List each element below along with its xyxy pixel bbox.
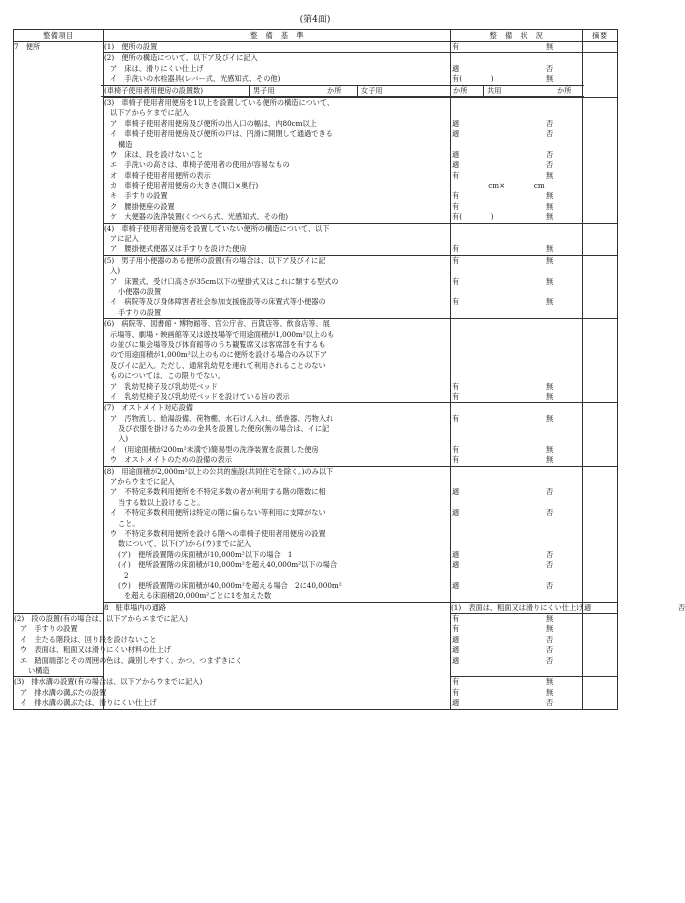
status-option-right[interactable]: 無 xyxy=(546,614,554,624)
standard-line: ア 排水溝の溝ぶたの設置 xyxy=(20,687,107,697)
standard-line: ウ 表面は、粗面又は滑りにくい材料の仕上げ xyxy=(20,645,171,655)
status-option-left[interactable]: 適 xyxy=(452,118,460,128)
status-line xyxy=(451,539,582,549)
status-option-left[interactable]: 適 xyxy=(452,549,460,559)
toilet-s6-status[interactable] xyxy=(451,319,583,403)
standard-line: 2 xyxy=(124,570,129,580)
status-line xyxy=(451,181,582,191)
status-line xyxy=(451,340,582,350)
standard-line: イ 不特定多数利用便所は特定の階に偏らない等利用に支障がない xyxy=(110,508,326,518)
status-line xyxy=(451,645,582,655)
toilet-s8-standard xyxy=(104,466,451,602)
status-line xyxy=(451,140,582,150)
toilet-s5-memo[interactable] xyxy=(583,255,618,318)
status-option-left[interactable]: 適 xyxy=(584,602,592,612)
toilet-s5-standard xyxy=(104,255,451,318)
toilet-s6-memo[interactable] xyxy=(583,319,618,403)
standard-line: 示場等、劇場・映画館等又は遊技場等で用途面積が1,000m²以上のも xyxy=(110,329,335,339)
status-option-left[interactable]: 適 xyxy=(452,655,460,665)
status-option-left[interactable]: 適 xyxy=(452,634,460,644)
standard-line: (ア) 便所設置階の床面積が10,000m²以下の場合 1 xyxy=(118,549,293,559)
status-line xyxy=(451,42,582,52)
toilet-s7-standard xyxy=(104,403,451,466)
status-option-right[interactable]: 否 xyxy=(546,580,554,590)
status-line xyxy=(451,624,582,634)
status-option-right[interactable]: 無 xyxy=(546,42,554,51)
standard-line: イ 主たる階段は、回り段を設けないこと xyxy=(20,634,157,644)
parking-s2-status[interactable] xyxy=(451,614,583,677)
status-option-right[interactable]: 無 xyxy=(546,624,554,634)
car-count-common-label: 共用 xyxy=(483,86,501,96)
status-line xyxy=(451,677,582,687)
item-parking: 8 駐車場内の通路 xyxy=(104,602,451,709)
toilet-s1-standard xyxy=(104,42,451,53)
toilet-row-s4 xyxy=(14,223,618,255)
toilet-s2-standard xyxy=(104,53,451,98)
car-count-common-unit: か所 xyxy=(557,85,572,95)
status-option-right[interactable]: 無 xyxy=(546,455,554,465)
standard-line: エ 踏面端部とその周囲の色は、識別しやすく、かつ、つまずきにく xyxy=(20,655,243,665)
status-option-right[interactable]: 否 xyxy=(546,549,554,559)
status-option-left[interactable]: 有 xyxy=(452,624,460,634)
status-line xyxy=(451,129,582,139)
status-line xyxy=(451,191,582,201)
standard-line: ウ 床は、段を設けないこと xyxy=(110,149,204,159)
standard-line: ア 床は、滑りにくい仕上げ xyxy=(110,63,204,73)
standard-line: イ 車椅子使用者用便房及び便所の戸は、円滑に開閉して通過できる xyxy=(110,129,333,139)
status-option-right[interactable]: 否 xyxy=(546,63,554,73)
status-line xyxy=(451,361,582,371)
standard-line: (8) 用途面積が2,000m²以上の公共的施設(共同住宅を除く。)のみ以下 xyxy=(104,466,334,476)
toilet-s2-memo[interactable] xyxy=(583,53,618,98)
parking-s3-status[interactable] xyxy=(451,677,583,709)
status-option-right[interactable]: 否 xyxy=(546,560,554,570)
status-option-left[interactable]: 適 xyxy=(452,63,460,73)
status-line xyxy=(451,171,582,181)
status-option-left[interactable]: 適 xyxy=(452,645,460,655)
toilet-s7-memo[interactable] xyxy=(583,403,618,466)
status-option-left[interactable]: 有 xyxy=(452,244,460,254)
standard-line: イ 手洗いの水栓器具(レバー式、光感知式、その他) xyxy=(110,74,281,84)
standard-line: (7) オストメイト対応設備 xyxy=(104,403,193,413)
status-line xyxy=(451,434,582,444)
toilet-s4-memo[interactable] xyxy=(583,223,618,255)
item-toilet: 7 便所 xyxy=(14,42,104,614)
status-option-right[interactable]: 無 xyxy=(546,201,554,211)
toilet-s6-standard xyxy=(104,319,451,403)
status-option-left[interactable]: 適 xyxy=(452,698,460,708)
status-option-left[interactable]: 適 xyxy=(452,560,460,570)
toilet-s4-standard xyxy=(104,223,451,255)
standard-line: (イ) 便所設置階の床面積が10,000m²を超え40,000m²以下の場合 xyxy=(118,560,338,570)
status-option-right[interactable]: 無 xyxy=(546,170,554,180)
car-count-bar xyxy=(101,85,453,97)
standard-line: ウ オストメイトのための設備の表示 xyxy=(110,455,232,465)
status-option-left[interactable]: 有 xyxy=(452,297,460,307)
header-item: 整備項目 xyxy=(14,30,104,42)
status-line xyxy=(451,571,582,581)
status-option-right[interactable]: 無 xyxy=(546,391,554,401)
status-option-right[interactable]: 無 xyxy=(546,297,554,307)
standard-line: アに記入 xyxy=(110,234,139,244)
status-line xyxy=(451,581,582,591)
status-option-left[interactable]: 適 xyxy=(452,487,460,497)
standard-line: イ (用途面積が200m²未満で)簡易型の洗浄装置を設置した便房 xyxy=(110,444,319,454)
status-option-left[interactable]: 適 xyxy=(452,160,460,170)
status-option-right[interactable]: 否 xyxy=(546,129,554,139)
parking-s3-memo[interactable] xyxy=(583,677,618,709)
standard-line: オ 車椅子使用者用便所の表示 xyxy=(110,170,211,180)
parking-row-s1 xyxy=(14,602,618,613)
status-option-left[interactable]: 有 xyxy=(452,614,460,624)
standard-line: こと。 xyxy=(118,518,140,528)
status-option-right[interactable]: 否 xyxy=(546,508,554,518)
parking-s2-standard xyxy=(14,614,243,677)
status-option-left[interactable]: 有 xyxy=(452,413,460,423)
toilet-row-s3 xyxy=(14,97,618,223)
standard-line: イ 病院等及び身体障害者社会参加支援施設等の床置式等小便器の xyxy=(110,297,326,307)
status-line xyxy=(451,256,582,266)
status-line xyxy=(451,297,582,307)
car-count-female-label: 女子用 xyxy=(357,86,383,96)
status-option-right[interactable]: 無 xyxy=(546,381,554,391)
standard-line: キ 手すりの設置 xyxy=(110,191,168,201)
standard-line: ア 腰掛便式便器又は手すりを設けた便房 xyxy=(110,244,247,254)
standard-line: 数について、以下(ア)から(ウ)までに記入 xyxy=(118,539,252,549)
standard-line: (6) 病院等、図書館・博物館等、官公庁舎、百貨店等、飲食店等、展 xyxy=(104,319,330,329)
status-option-right[interactable]: 無 xyxy=(546,191,554,201)
standard-line: ク 腰掛便座の設置 xyxy=(110,201,175,211)
status-line xyxy=(451,64,582,74)
header-standard: 整 備 基 準 xyxy=(104,30,451,42)
status-option-left[interactable]: 有 xyxy=(452,381,460,391)
status-line xyxy=(451,160,582,170)
toilet-row-s5 xyxy=(14,255,618,318)
status-option-right[interactable]: 無 xyxy=(546,276,554,286)
standard-line: (3) 排水溝の設置(有の場合は、以下アからウまでに記入) xyxy=(14,677,203,687)
status-option-left[interactable]: 適 xyxy=(452,149,460,159)
standard-line: アからウまでに記入 xyxy=(110,477,175,487)
status-option-right[interactable]: 否 xyxy=(546,645,554,655)
status-option-right[interactable]: 無 xyxy=(546,444,554,454)
status-option-right[interactable]: 無 xyxy=(546,677,554,687)
standard-line: 構造 xyxy=(118,139,133,149)
toilet-s5-status[interactable] xyxy=(451,255,583,318)
status-line xyxy=(451,477,582,487)
status-line xyxy=(451,560,582,570)
page-title: (第4面) xyxy=(299,15,331,25)
status-line xyxy=(451,614,582,624)
status-line xyxy=(451,591,582,601)
status-line xyxy=(451,403,582,413)
status-line xyxy=(451,550,582,560)
status-line xyxy=(451,244,582,254)
toilet-s8-memo[interactable] xyxy=(583,466,618,602)
header-memo: 摘要 xyxy=(583,30,618,42)
size-field[interactable]: cm× cm xyxy=(488,181,545,191)
standard-line: ケ 大便器の洗浄装置(くつべら式、光感知式、その他) xyxy=(110,212,289,222)
car-count-bar-status xyxy=(449,85,584,97)
status-line xyxy=(451,698,582,708)
standard-line: を超える床面積20,000m²ごとに1を加えた数 xyxy=(124,591,272,601)
status-option-right[interactable]: 無 xyxy=(546,244,554,254)
toilet-row-s1 xyxy=(14,42,618,53)
toilet-s3-memo[interactable] xyxy=(583,97,618,223)
status-option-left[interactable]: 有 xyxy=(452,444,460,454)
status-line xyxy=(451,635,582,645)
status-line xyxy=(451,519,582,529)
car-count-male-unit: か所 xyxy=(327,85,342,95)
status-line xyxy=(451,371,582,381)
status-line xyxy=(451,392,582,402)
status-option-left[interactable]: 適 xyxy=(452,508,460,518)
standard-line: 以下アからケまでに記入 xyxy=(110,108,190,118)
status-line xyxy=(451,487,582,497)
toilet-s2-status[interactable] xyxy=(451,53,583,98)
toilet-row-s8 xyxy=(14,466,618,602)
standard-line: (5) 男子用小便器のある便所の設置(有の場合は、以下ア及びイに記 xyxy=(104,255,326,265)
header-status: 整 備 状 況 xyxy=(451,30,583,42)
standard-line: 及び衣服を掛けるための金具を設置した便房(無の場合は、イに記 xyxy=(118,424,330,434)
standard-line: ア 汚物流し、給湯設備、荷物棚、水石けん入れ、紙巻器、汚物入れ xyxy=(110,413,334,423)
standard-line: (4) 車椅子使用者用便房を設置していない便所の構造について、以下 xyxy=(104,223,330,233)
standard-line: (3) 車椅子使用者用便房を1以上を設置している便所の構造について、 xyxy=(104,97,335,107)
toilet-row-s7 xyxy=(14,403,618,466)
status-line xyxy=(451,224,582,234)
toilet-s3-status[interactable] xyxy=(451,97,583,223)
status-option-right[interactable]: 否 xyxy=(546,655,554,665)
standard-line: ウ 不特定多数利用便所を設ける階への車椅子使用者用便房の設置 xyxy=(110,528,326,538)
status-line xyxy=(451,277,582,287)
toilet-s3-standard xyxy=(104,97,451,223)
toilet-row-s2 xyxy=(14,53,618,98)
status-line xyxy=(451,656,582,666)
toilet-s7-status[interactable] xyxy=(451,403,583,466)
standard-line: (2) 便所の構造について、以下ア及びイに記入 xyxy=(104,53,258,63)
standard-line: ア 手すりの設置 xyxy=(20,624,78,634)
standard-line: ア 車椅子使用者用便房及び便所の出入口の幅は、内80cm以上 xyxy=(110,118,317,128)
status-option-left[interactable]: 有 xyxy=(452,391,460,401)
status-option-right[interactable]: 無 xyxy=(546,74,554,84)
status-line xyxy=(451,414,582,424)
standard-line: ので用途面積が1,000m²以上のものに便所を設ける場合のみ以下ア xyxy=(110,350,328,360)
status-line xyxy=(451,108,582,118)
status-line xyxy=(451,119,582,129)
status-line xyxy=(451,287,582,297)
status-line xyxy=(451,266,582,276)
parking-s1-standard xyxy=(451,602,583,613)
status-line xyxy=(451,308,582,318)
car-count-prefix: (車椅子使用者用便房の設置数) xyxy=(104,85,204,95)
standard-line: 当する数以上設けること。 xyxy=(118,497,205,507)
status-option-left[interactable]: 有 xyxy=(452,276,460,286)
status-option-left[interactable]: 有 xyxy=(452,255,460,265)
status-option-right[interactable]: 無 xyxy=(546,413,554,423)
status-line xyxy=(451,382,582,392)
status-option-left[interactable]: 有 xyxy=(452,191,460,201)
status-option-left[interactable]: 適 xyxy=(452,580,460,590)
status-option-right[interactable]: 否 xyxy=(678,602,685,612)
status-line xyxy=(451,98,582,108)
car-count-male-label: 男子用 xyxy=(249,86,275,96)
status-option-left[interactable]: 有 xyxy=(452,42,460,51)
status-option-right[interactable]: 否 xyxy=(546,149,554,159)
status-option-left[interactable]: 適 xyxy=(452,129,460,139)
status-option-right[interactable]: 無 xyxy=(546,687,554,697)
standard-line: い構造 xyxy=(28,666,50,676)
status-line xyxy=(451,350,582,360)
status-line xyxy=(451,529,582,539)
status-option-left[interactable]: 有( ) xyxy=(452,212,494,222)
status-option-right[interactable]: 無 xyxy=(546,255,554,265)
status-line xyxy=(451,688,582,698)
standard-line: 入) xyxy=(110,266,120,276)
toilet-s1-status[interactable] xyxy=(451,42,583,53)
status-line xyxy=(451,498,582,508)
status-line xyxy=(451,202,582,212)
toilet-s4-status[interactable] xyxy=(451,223,583,255)
status-option-right[interactable]: 無 xyxy=(546,212,554,222)
status-option-left[interactable]: 有 xyxy=(452,687,460,697)
status-option-right[interactable]: 否 xyxy=(546,160,554,170)
status-option-right[interactable]: 否 xyxy=(546,487,554,497)
standard-line: イ 排水溝の溝ぶたは、滑りにくい仕上げ xyxy=(20,698,157,708)
standard-line: カ 車椅子使用者用便房の大きさ(間口×奥行) xyxy=(110,181,259,191)
standard-line: (2) 段の設置(有の場合は、以下アからエまでに記入) xyxy=(14,614,188,624)
status-line xyxy=(451,74,582,84)
status-line xyxy=(451,212,582,222)
standard-line: ア 床置式、受け口高さが35cm以下の壁掛式又はこれに類する型式の xyxy=(110,276,339,286)
standard-line: ものについては、この限りでない。 xyxy=(110,371,225,381)
toilet-s1-memo[interactable] xyxy=(583,42,618,53)
form-table xyxy=(13,29,685,710)
standard-line: エ 手洗いの高さは、車椅子使用者の使用が容易なもの xyxy=(110,160,290,170)
status-line xyxy=(451,467,582,477)
standard-line: (1) 便所の設置 xyxy=(104,42,158,51)
standard-line: 入) xyxy=(118,434,128,444)
status-option-left[interactable]: 有( ) xyxy=(452,74,494,84)
standard-line: の並びに集会場等及び体育館等のうち観覧席又は客席部を有するも xyxy=(110,339,326,349)
standard-line: ア 乳幼児椅子及び乳幼児ベッド xyxy=(110,381,218,391)
status-line xyxy=(451,424,582,434)
status-line xyxy=(583,602,685,613)
status-option-right[interactable]: 否 xyxy=(546,634,554,644)
header-row xyxy=(14,30,618,42)
status-option-left[interactable]: 有 xyxy=(452,455,460,465)
standard-line: (ウ) 便所設置階の床面積が40,000m²を超える場合 2に40,000m² xyxy=(118,580,342,590)
standard-line: (1) 表面は、粗面又は滑りにくい仕上げ xyxy=(451,602,584,612)
status-line xyxy=(451,234,582,244)
status-option-left[interactable]: 有 xyxy=(452,677,460,687)
standard-line: ア 不特定多数利用便所を不特定多数の者が利用する階の階数に相 xyxy=(110,487,326,497)
status-line xyxy=(451,508,582,518)
parking-s3-standard xyxy=(14,677,203,709)
status-line xyxy=(451,666,582,676)
car-count-female-unit: か所 xyxy=(453,85,468,95)
status-line xyxy=(451,150,582,160)
parking-s1-status[interactable] xyxy=(583,602,685,613)
standard-line: 小便器の設置 xyxy=(118,286,162,296)
status-line xyxy=(451,455,582,465)
status-line xyxy=(451,53,582,63)
toilet-row-s6 xyxy=(14,319,618,403)
status-option-left[interactable]: 有 xyxy=(452,201,460,211)
status-option-right[interactable]: 否 xyxy=(546,118,554,128)
standard-line: 及びイに記入。ただし、通常乳幼児を連れて利用されることのない xyxy=(110,360,326,370)
status-line xyxy=(451,445,582,455)
parking-s2-memo[interactable] xyxy=(583,614,618,677)
status-option-right[interactable]: 否 xyxy=(546,698,554,708)
status-line xyxy=(451,319,582,329)
standard-line: 手すりの設置 xyxy=(118,307,162,317)
status-option-left[interactable]: 有 xyxy=(452,170,460,180)
toilet-s8-status[interactable] xyxy=(451,466,583,602)
standard-line: イ 乳幼児椅子及び乳幼児ベッドを設けている旨の表示 xyxy=(110,391,290,401)
status-line xyxy=(451,330,582,340)
